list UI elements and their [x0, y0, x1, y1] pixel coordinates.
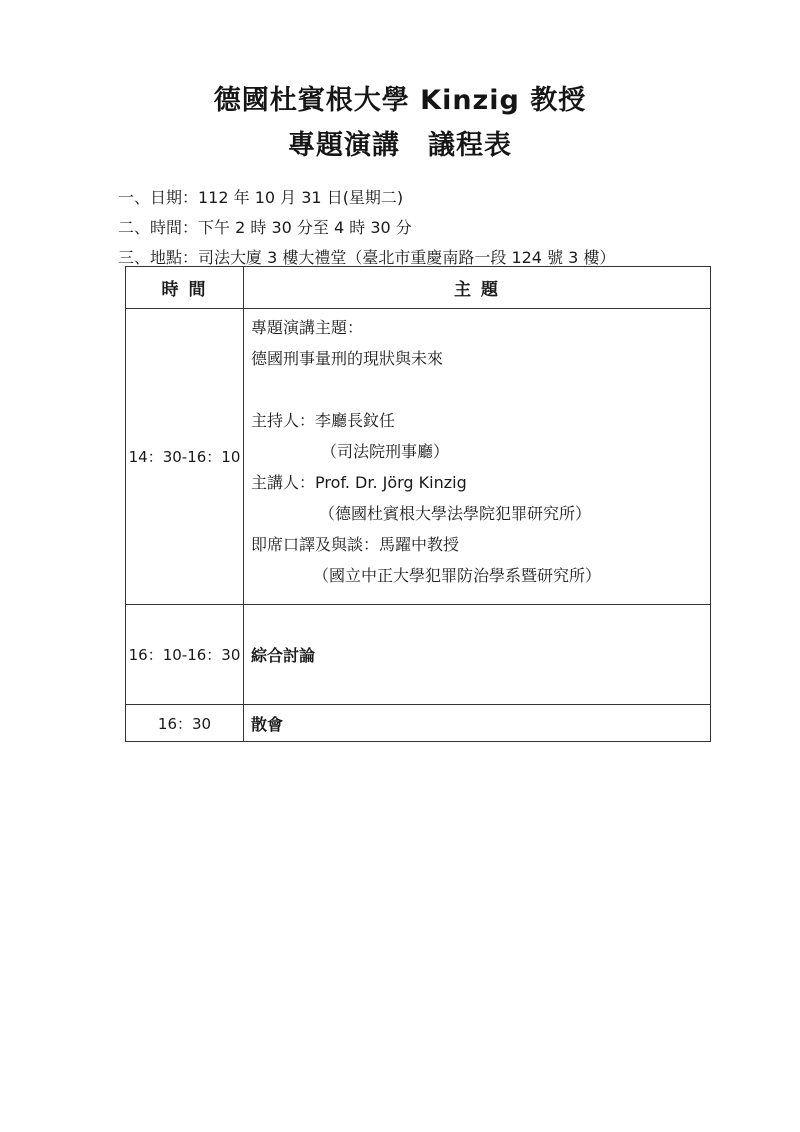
- info-time: 二、時間：下午 2 時 30 分至 4 時 30 分: [118, 218, 412, 237]
- row-time: 14：30-16：10: [126, 309, 244, 605]
- topic-heading: 專題演講主題：: [251, 318, 364, 337]
- interpreter: 即席口譯及與談：馬躍中教授: [251, 535, 460, 554]
- agenda-table: [125, 266, 711, 742]
- info-date: 一、日期：112 年 10 月 31 日(星期二): [118, 188, 404, 207]
- table-row: [126, 705, 711, 742]
- row-topic: 散會: [244, 705, 711, 742]
- host-affiliation: （司法院刑事廳）: [321, 442, 450, 461]
- info-place: 三、地點：司法大廈 3 樓大禮堂（臺北市重慶南路一段 124 號 3 樓）: [118, 248, 616, 267]
- speaker: 主講人：Prof. Dr. Jörg Kinzig: [251, 473, 467, 492]
- row-time: 16：10-16：30: [126, 605, 244, 705]
- table-header-row: [126, 267, 711, 309]
- speaker-affiliation: （德國杜賓根大學法學院犯罪研究所）: [319, 504, 592, 523]
- document-title: 德國杜賓根大學 Kinzig 教授: [213, 85, 587, 116]
- row-time: 16：30: [126, 705, 244, 742]
- row-topic: 綜合討論: [244, 605, 711, 705]
- table-row: [126, 605, 711, 705]
- document-subtitle: [0, 123, 800, 162]
- table-row: [126, 309, 711, 605]
- subtitle-part-agenda: 議程表: [428, 130, 512, 161]
- header-time: 時 間: [126, 267, 244, 309]
- topic-title: 德國刑事量刑的現狀與未來: [251, 349, 444, 368]
- header-topic: 主 題: [244, 267, 711, 309]
- row-topic: [244, 309, 711, 605]
- subtitle-part-lecture: 專題演講: [288, 130, 400, 161]
- host: 主持人：李廳長鈫任: [251, 411, 396, 430]
- interpreter-affiliation: （國立中正大學犯罪防治學系暨研究所）: [313, 566, 602, 585]
